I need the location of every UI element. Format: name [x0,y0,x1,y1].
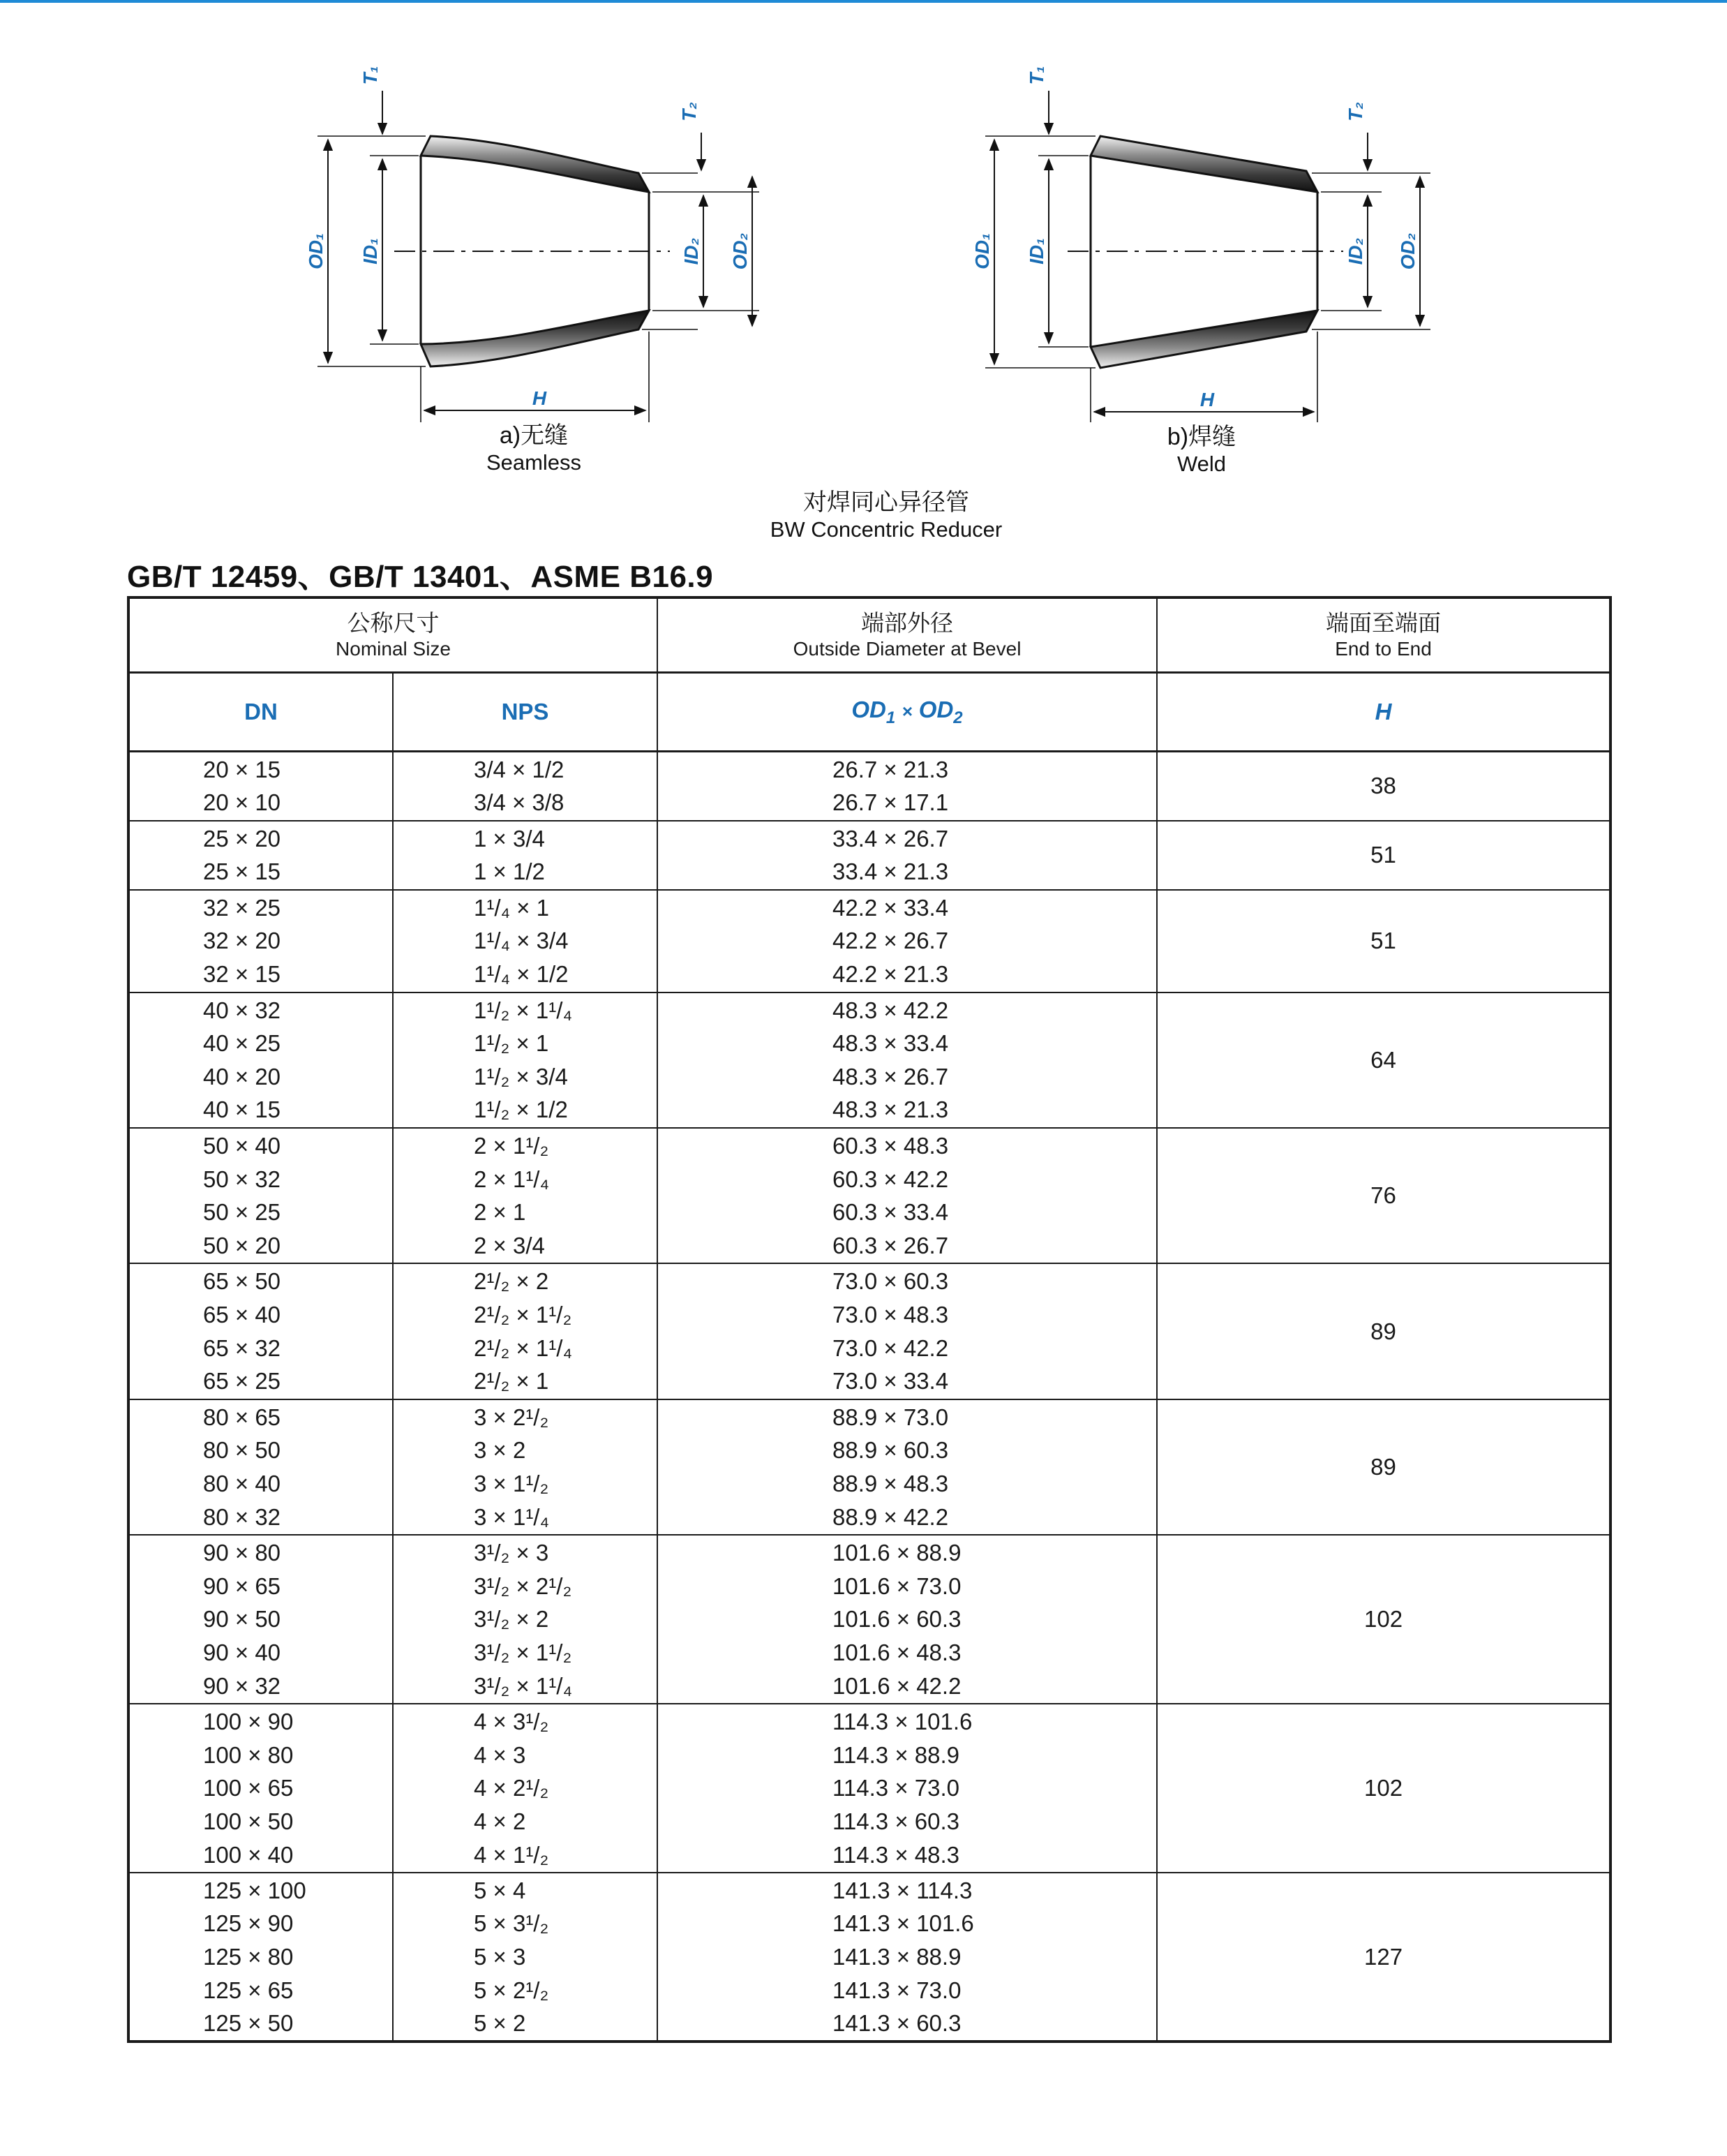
nps-cell [393,752,657,821]
h-value: 102 [1157,1535,1610,1704]
od-value: 101.6 × 88.9 [832,1540,962,1566]
dn-value: 50 × 25 [203,1199,281,1226]
table-row [128,1873,1610,2042]
header-outside-diameter-en: Outside Diameter at Bevel [793,638,1022,660]
dn-cell [128,1873,393,2042]
dn-value: 100 × 80 [203,1741,294,1768]
od-value: 26.7 × 17.1 [832,789,949,816]
label-od1-left: OD₁ [305,233,327,269]
label-t1-right: T₁ [1026,66,1047,85]
seamless-caption-cn: a)无缝 [499,422,569,449]
nps-value: 3¹/₂ × 1¹/₄ [474,1672,572,1699]
nps-value: 1¹/₂ × 3/4 [474,1063,568,1090]
dn-cell [128,1535,393,1704]
nps-value: 3 × 2¹/₂ [474,1404,549,1430]
dn-value: 125 × 80 [203,1943,294,1970]
od-value: 42.2 × 26.7 [832,928,949,954]
dn-value: 50 × 32 [203,1166,281,1192]
weld-caption [1100,423,1303,477]
header-nominal-size [128,597,657,673]
table-row [128,1399,1610,1535]
od-value: 48.3 × 33.4 [832,1030,949,1057]
subheader-od1-text: OD [851,696,886,722]
weld-caption-cn: b)焊缝 [1167,424,1236,450]
dn-value: 32 × 25 [203,894,281,921]
od-value: 48.3 × 26.7 [832,1063,949,1090]
table-row [128,821,1610,890]
nps-value: 1¹/₂ × 1 [474,1030,549,1057]
dn-value: 25 × 20 [203,825,281,852]
reducer-diagram [0,0,1727,530]
dn-value: 80 × 50 [203,1437,281,1464]
table-row [128,752,1610,821]
od-value: 88.9 × 48.3 [832,1471,949,1497]
dn-cell [128,1128,393,1263]
weld-upper-wall [1091,136,1317,192]
dn-cell [128,890,393,992]
table-subheader-row [128,673,1610,752]
od-value: 101.6 × 60.3 [832,1606,962,1633]
nps-value: 1¹/₄ × 3/4 [474,928,569,954]
od-value: 48.3 × 21.3 [832,1096,949,1123]
od-cell [657,1873,1157,2042]
header-end-to-end-en: End to End [1335,638,1432,660]
nps-value: 3 × 2 [474,1437,526,1464]
h-value: 102 [1157,1704,1610,1873]
h-value: 127 [1157,1873,1610,2042]
dn-value: 100 × 40 [203,1841,294,1868]
od-value: 88.9 × 42.2 [832,1503,949,1530]
h-value: 89 [1157,1399,1610,1535]
h-value: 89 [1157,1263,1610,1399]
nps-value: 5 × 3¹/₂ [474,1910,549,1937]
od-value: 60.3 × 42.2 [832,1166,949,1192]
nps-value: 3 × 1¹/₄ [474,1503,549,1530]
nps-value: 5 × 4 [474,1877,526,1903]
nps-cell [393,1128,657,1263]
dn-value: 65 × 40 [203,1302,281,1328]
subheader-nps: NPS [393,673,657,752]
od-cell [657,890,1157,992]
nps-cell [393,992,657,1128]
od-value: 141.3 × 73.0 [832,1977,962,2003]
label-t1-left: T₁ [359,66,381,85]
od-value: 60.3 × 26.7 [832,1232,949,1258]
subheader-od-times: × [902,700,913,722]
od-cell [657,1399,1157,1535]
subheader-dn: DN [128,673,393,752]
od-value: 114.3 × 88.9 [832,1741,959,1768]
h-value: 51 [1157,821,1610,890]
od-value: 60.3 × 33.4 [832,1199,949,1226]
od-value: 73.0 × 60.3 [832,1268,949,1295]
od-cell [657,1263,1157,1399]
dn-value: 90 × 50 [203,1606,281,1633]
table-row [128,1263,1610,1399]
od-value: 101.6 × 42.2 [832,1672,962,1699]
dimension-table [127,596,1612,2043]
od-value: 73.0 × 42.2 [832,1335,949,1361]
od-value: 88.9 × 60.3 [832,1437,949,1464]
dn-value: 65 × 32 [203,1335,281,1361]
diagram-title [677,489,1096,543]
nps-value: 4 × 3 [474,1741,526,1768]
od-cell [657,1128,1157,1263]
label-h-right: H [1199,389,1215,410]
label-id2-right: ID₂ [1345,237,1366,265]
weld-lower-wall [1091,311,1317,368]
subheader-od2-text: OD [918,696,954,722]
nps-value: 1¹/₂ × 1¹/₄ [474,997,572,1023]
label-t2-left: T₂ [678,102,700,121]
dn-value: 125 × 65 [203,1977,294,2003]
h-value: 76 [1157,1128,1610,1263]
od-value: 141.3 × 114.3 [832,1877,973,1903]
dn-value: 40 × 20 [203,1063,281,1090]
dn-cell [128,1263,393,1399]
dn-value: 100 × 90 [203,1709,294,1735]
nps-value: 2¹/₂ × 2 [474,1268,549,1295]
dn-value: 90 × 32 [203,1672,281,1699]
h-value: 51 [1157,890,1610,992]
nps-value: 3¹/₂ × 2¹/₂ [474,1573,572,1599]
od-value: 114.3 × 73.0 [832,1775,959,1801]
dn-value: 20 × 10 [203,789,281,816]
od-value: 114.3 × 101.6 [832,1709,973,1735]
dn-value: 65 × 25 [203,1368,281,1395]
nps-value: 3/4 × 1/2 [474,756,565,782]
dn-value: 80 × 65 [203,1404,281,1430]
dn-cell [128,821,393,890]
dn-value: 25 × 15 [203,858,281,885]
dn-value: 32 × 20 [203,928,281,954]
table-row [128,1128,1610,1263]
nps-value: 2 × 1¹/₄ [474,1166,549,1192]
nps-cell [393,1263,657,1399]
diagram-title-en: BW Concentric Reducer [770,517,1003,542]
nps-value: 4 × 2 [474,1808,526,1835]
od-value: 48.3 × 42.2 [832,997,949,1023]
nps-value: 1¹/₄ × 1/2 [474,961,569,988]
nps-cell [393,1873,657,2042]
header-end-to-end [1157,597,1610,673]
dn-value: 125 × 100 [203,1877,306,1903]
od-value: 60.3 × 48.3 [832,1133,949,1159]
standards-heading: GB/T 12459、GB/T 13401、ASME B16.9 [127,560,714,594]
subheader-od [657,673,1157,752]
table-header-row [128,597,1610,673]
od-cell [657,821,1157,890]
od-value: 141.3 × 88.9 [832,1943,962,1970]
od-cell [657,752,1157,821]
subheader-h: H [1157,673,1610,752]
od-value: 73.0 × 48.3 [832,1302,949,1328]
dn-value: 90 × 65 [203,1573,281,1599]
dn-value: 80 × 32 [203,1503,281,1530]
nps-value: 5 × 2¹/₂ [474,1977,549,2003]
dn-value: 40 × 25 [203,1030,281,1057]
dn-value: 40 × 15 [203,1096,281,1123]
nps-value: 2¹/₂ × 1¹/₂ [474,1302,572,1328]
nps-value: 4 × 2¹/₂ [474,1775,549,1801]
nps-value: 1¹/₂ × 1/2 [474,1096,568,1123]
nps-cell [393,821,657,890]
table-row [128,1704,1610,1873]
subheader-od2-sub: 2 [953,708,963,727]
nps-value: 4 × 1¹/₂ [474,1841,549,1868]
label-id1-right: ID₁ [1026,238,1047,265]
dn-value: 40 × 32 [203,997,281,1023]
dn-value: 100 × 65 [203,1775,294,1801]
dn-value: 125 × 90 [203,1910,294,1937]
nps-value: 3¹/₂ × 2 [474,1606,549,1633]
od-value: 141.3 × 60.3 [832,2010,962,2037]
nps-value: 3¹/₂ × 3 [474,1540,549,1566]
nps-value: 3¹/₂ × 1¹/₂ [474,1640,572,1666]
seamless-upper-wall [421,136,649,192]
seamless-caption-en: Seamless [486,450,582,475]
header-nominal-size-en: Nominal Size [336,638,451,660]
dn-value: 90 × 80 [203,1540,281,1566]
dn-cell [128,1704,393,1873]
h-value: 64 [1157,992,1610,1128]
od-value: 26.7 × 21.3 [832,756,949,782]
subheader-od1-sub: 1 [885,708,896,727]
nps-value: 5 × 2 [474,2010,526,2037]
label-id2-left: ID₂ [680,237,702,265]
nps-value: 1 × 3/4 [474,825,545,852]
nps-value: 1 × 1/2 [474,858,545,885]
dn-value: 65 × 50 [203,1268,281,1295]
dn-cell [128,752,393,821]
nps-value: 2 × 1 [474,1199,526,1226]
label-od2-left: OD₂ [729,232,751,270]
od-value: 141.3 × 101.6 [832,1910,974,1937]
nps-cell [393,1399,657,1535]
nps-value: 5 × 3 [474,1943,526,1970]
nps-value: 3/4 × 3/8 [474,789,565,816]
nps-value: 4 × 3¹/₂ [474,1709,549,1735]
h-value: 38 [1157,752,1610,821]
od-cell [657,1535,1157,1704]
od-value: 101.6 × 73.0 [832,1573,962,1599]
weld-caption-en: Weld [1176,452,1227,476]
nps-value: 2¹/₂ × 1¹/₄ [474,1335,572,1361]
table-row [128,890,1610,992]
od-value: 33.4 × 26.7 [832,825,949,852]
nps-value: 2¹/₂ × 1 [474,1368,549,1395]
nps-cell [393,890,657,992]
label-t2-right: T₂ [1345,102,1366,121]
label-h-left: H [532,387,547,409]
dn-value: 125 × 50 [203,2010,294,2037]
dn-value: 90 × 40 [203,1640,281,1666]
seamless-lower-wall [421,311,649,366]
nps-value: 1¹/₄ × 1 [474,894,549,921]
dn-value: 50 × 40 [203,1133,281,1159]
header-end-to-end-cn: 端面至端面 [1326,610,1442,636]
label-od1-right: OD₁ [971,233,993,269]
od-value: 33.4 × 21.3 [832,858,949,885]
od-value: 101.6 × 48.3 [832,1640,962,1666]
header-outside-diameter [657,597,1157,673]
dn-value: 50 × 20 [203,1232,281,1258]
seamless-caption [433,422,635,476]
dn-cell [128,1399,393,1535]
dn-value: 32 × 15 [203,961,281,988]
dn-cell [128,992,393,1128]
dn-value: 80 × 40 [203,1471,281,1497]
header-nominal-size-cn: 公称尺寸 [347,610,440,636]
dn-value: 100 × 50 [203,1808,294,1835]
label-od2-right: OD₂ [1397,232,1419,270]
dn-value: 20 × 15 [203,756,281,782]
nps-value: 2 × 1¹/₂ [474,1133,549,1159]
label-id1-left: ID₁ [359,238,381,265]
od-value: 114.3 × 60.3 [832,1808,959,1835]
od-value: 114.3 × 48.3 [832,1841,959,1868]
nps-value: 3 × 1¹/₂ [474,1471,549,1497]
nps-value: 2 × 3/4 [474,1232,545,1258]
od-value: 42.2 × 21.3 [832,961,949,988]
od-cell [657,992,1157,1128]
diagram-title-cn: 对焊同心异径管 [803,489,969,516]
od-cell [657,1704,1157,1873]
od-value: 42.2 × 33.4 [832,894,949,921]
nps-cell [393,1704,657,1873]
header-outside-diameter-cn: 端部外径 [861,610,954,636]
nps-cell [393,1535,657,1704]
table-row [128,1535,1610,1704]
table-row [128,992,1610,1128]
od-value: 88.9 × 73.0 [832,1404,949,1430]
od-value: 73.0 × 33.4 [832,1368,949,1395]
